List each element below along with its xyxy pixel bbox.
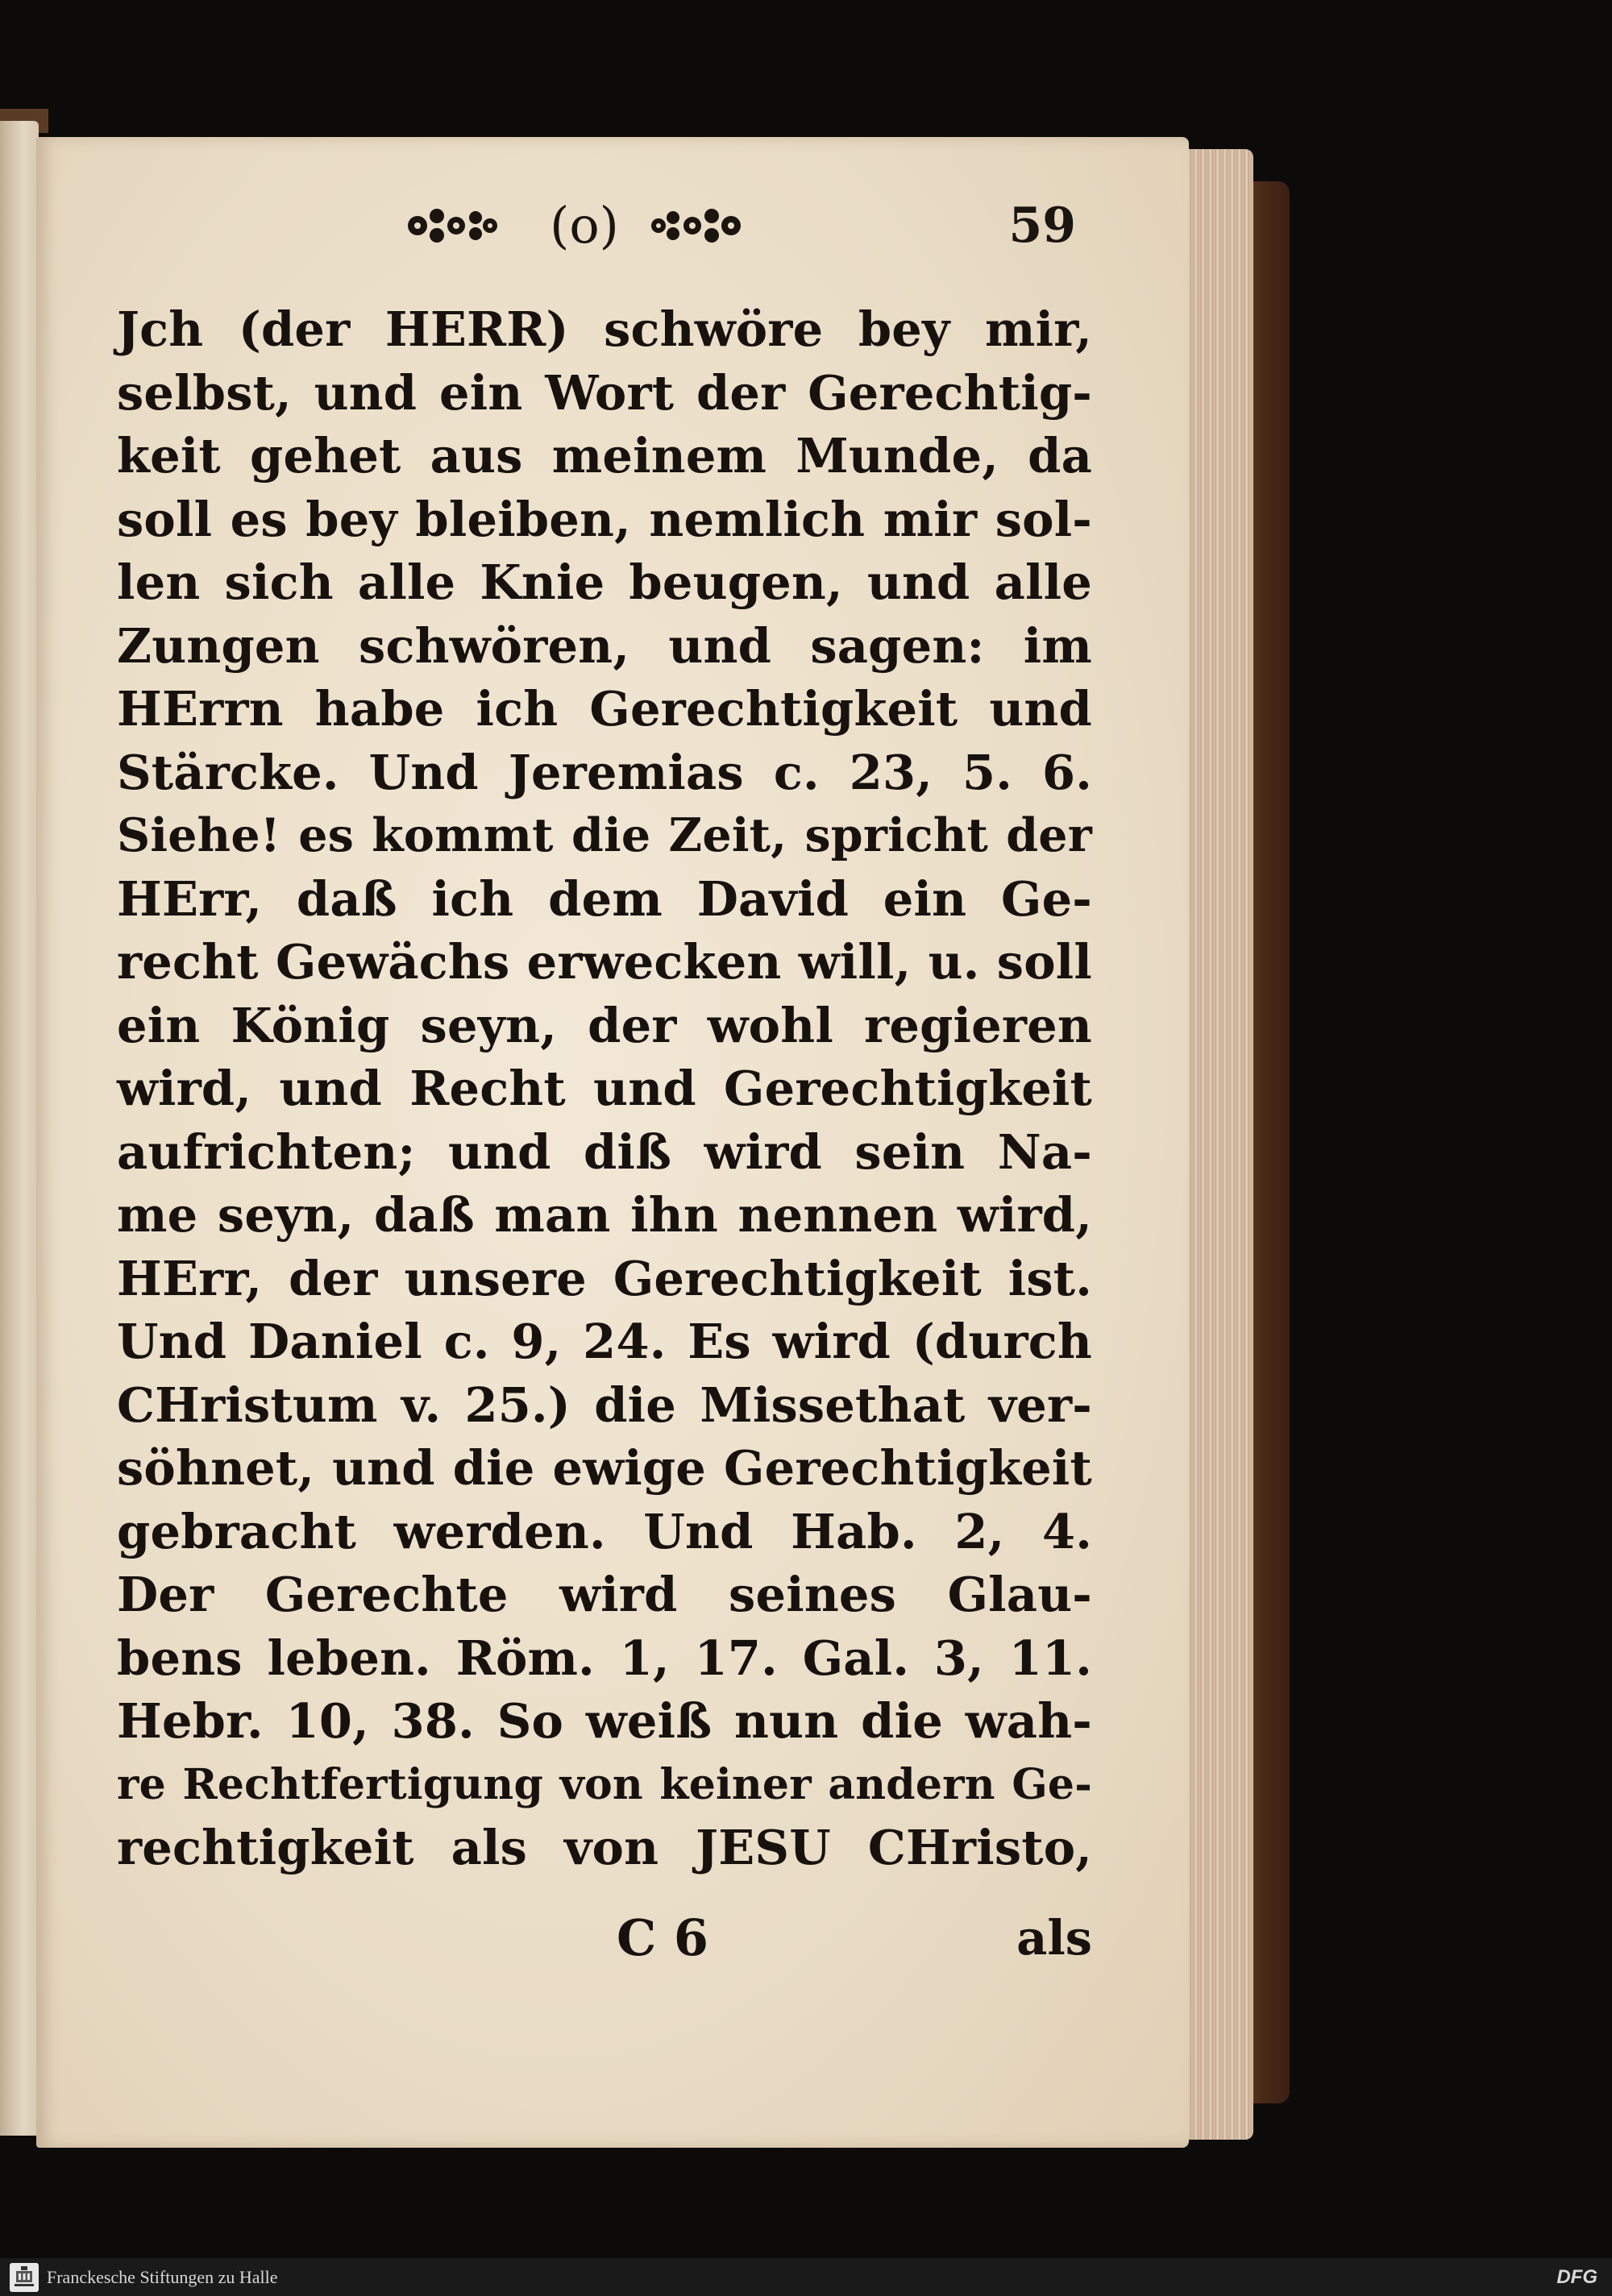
text-line: wird, und Recht und Gerechtigkeit bbox=[117, 1061, 1092, 1116]
right-ornament-icon bbox=[649, 193, 746, 258]
running-head bbox=[36, 193, 1189, 266]
text-line: Und Daniel c. 9, 24. Es wird (durch bbox=[117, 1314, 1092, 1369]
body-text bbox=[117, 298, 1092, 1880]
institution-credit[interactable]: Franckesche Stiftungen zu Halle bbox=[47, 2267, 278, 2287]
page-number: 59 bbox=[1008, 197, 1076, 254]
text-line: aufrichten; und diß wird sein Na- bbox=[117, 1123, 1092, 1180]
text-line: Jch (der HERR) schwöre bey mir, bbox=[117, 301, 1092, 357]
text-line: bens leben. Röm. 1, 17. Gal. 3, 11. bbox=[117, 1630, 1092, 1686]
text-line: me seyn, daß man ihn nennen wird, bbox=[117, 1187, 1092, 1243]
text-line: CHristum v. 25.) die Missethat ver- bbox=[117, 1376, 1092, 1433]
text-line: len sich alle Knie beugen, und alle bbox=[117, 554, 1092, 610]
book-page bbox=[36, 137, 1189, 2148]
text-line: HErr, daß ich dem David ein Ge- bbox=[117, 870, 1092, 927]
running-head-text: (o) bbox=[550, 196, 619, 255]
text-line: HErrn habe ich Gerechtigkeit und bbox=[117, 681, 1092, 737]
text-line: Der Gerechte wird seines Glau- bbox=[117, 1567, 1092, 1622]
text-line: re Rechtfertigung von keiner andern Ge- bbox=[117, 1759, 1092, 1809]
text-line: soll es bey bleiben, nemlich mir sol- bbox=[117, 491, 1092, 547]
text-line: rechtigkeit als von JESU CHristo, bbox=[117, 1820, 1092, 1875]
text-line: Stärcke. Und Jeremias c. 23, 5. 6. bbox=[117, 744, 1092, 800]
text-line: Hebr. 10, 38. So weiß nun die wah- bbox=[117, 1693, 1092, 1749]
facing-page-edge bbox=[0, 121, 39, 2136]
institution-logo-icon bbox=[10, 2263, 39, 2292]
text-line: HErr, der unsere Gerechtigkeit ist. bbox=[117, 1250, 1092, 1306]
left-ornament-icon bbox=[403, 193, 500, 258]
text-line: selbst, und ein Wort der Gerechtig- bbox=[117, 364, 1092, 421]
catchword: als bbox=[1016, 1910, 1092, 1966]
text-line: Siehe! es kommt die Zeit, spricht der bbox=[117, 808, 1092, 862]
page-footer bbox=[117, 1906, 1092, 1970]
text-line: gebracht werden. Und Hab. 2, 4. bbox=[117, 1503, 1092, 1559]
text-line: ein König seyn, der wohl regieren bbox=[117, 997, 1092, 1053]
signature-mark: C 6 bbox=[617, 1908, 709, 1967]
text-line: Zungen schwören, und sagen: im bbox=[117, 617, 1092, 674]
text-line: söhnet, und die ewige Gerechtigkeit bbox=[117, 1440, 1092, 1496]
credit-bar bbox=[0, 2258, 1612, 2296]
text-line: recht Gewächs erwecken will, u. soll bbox=[117, 934, 1092, 990]
text-line: keit gehet aus meinem Munde, da bbox=[117, 428, 1092, 484]
dfg-logo[interactable]: DFG bbox=[1556, 2266, 1597, 2288]
